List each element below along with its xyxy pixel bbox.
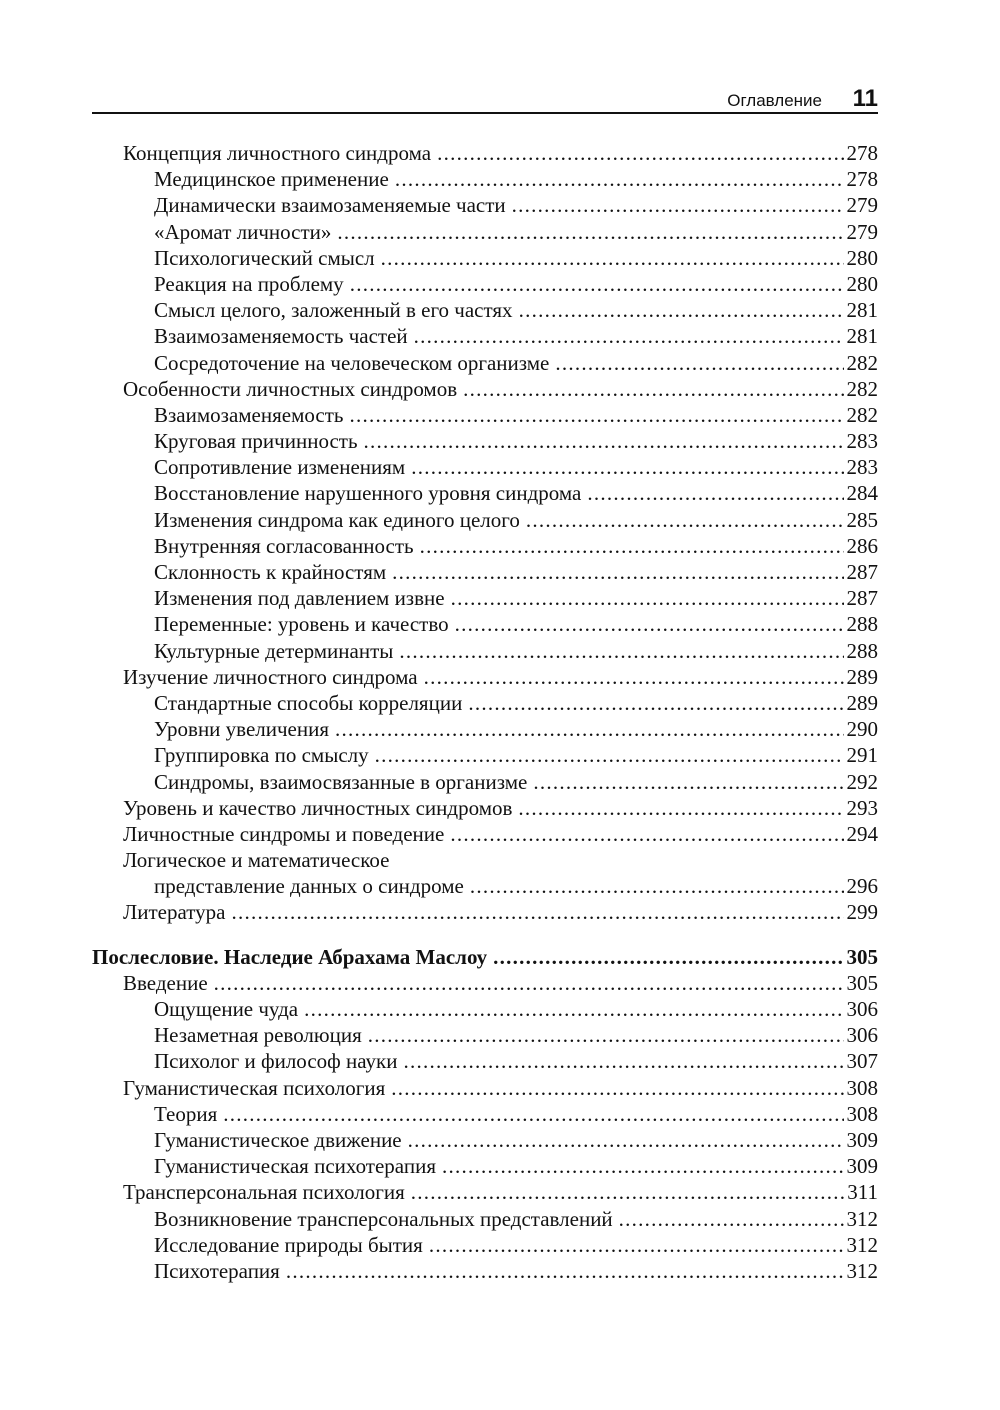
toc-leader-dots: [429, 1232, 844, 1258]
toc-entry-page: 308: [846, 1075, 878, 1100]
toc-entry[interactable]: [92, 166, 878, 192]
toc-entry-title: Психолог и философ науки: [154, 1049, 398, 1074]
toc-entry-page: 281: [846, 324, 878, 349]
toc-leader-dots: [304, 996, 843, 1022]
toc-entry-page: 286: [846, 533, 878, 558]
toc-entry[interactable]: [92, 140, 878, 166]
toc-entry-title: Динамически взаимозаменяемые части: [154, 193, 506, 218]
toc-leader-dots: [408, 1127, 844, 1153]
toc-leader-dots: [587, 480, 843, 506]
toc-entry-title: Литература: [123, 900, 226, 925]
toc-entry[interactable]: [92, 1179, 878, 1205]
toc-entry-page: 287: [846, 560, 878, 584]
toc-entry-title: Психотерапия: [154, 1258, 280, 1283]
toc-entry-page: 285: [846, 507, 878, 532]
toc-entry-page: 306: [846, 1023, 878, 1048]
toc-entry-page: 309: [846, 1154, 878, 1179]
toc-entry-page: 289: [846, 690, 878, 715]
section-gap: [92, 926, 878, 944]
toc-entry-title: Введение: [123, 970, 208, 995]
toc-entry-page: 306: [846, 997, 878, 1021]
toc-entry-page: 282: [846, 350, 878, 375]
toc-entry-page: 280: [846, 271, 878, 296]
toc-entry-title: Уровни увеличения: [154, 717, 330, 742]
toc-entry[interactable]: [92, 1022, 878, 1048]
toc-leader-dots: [214, 970, 844, 996]
toc-entry-title: Сосредоточение на человеческом организме: [154, 350, 550, 375]
toc-entry[interactable]: [92, 716, 878, 742]
toc-entry-page: 282: [846, 376, 878, 401]
toc-entry-page: 312: [846, 1206, 878, 1231]
toc-entry[interactable]: [92, 1127, 878, 1153]
toc-entry-title: Взаимозаменяемость: [154, 402, 344, 427]
toc-entry-title: Гуманистическое движение: [154, 1127, 402, 1152]
toc-entry-title: Гуманистическая психотерапия: [154, 1154, 436, 1179]
toc-entry[interactable]: [92, 795, 878, 821]
toc-entry[interactable]: [92, 742, 878, 768]
toc-entry-page: 305: [846, 970, 878, 995]
toc-entry[interactable]: [92, 690, 878, 716]
toc-entry-title: Возникновение трансперсональных представлений: [154, 1206, 613, 1231]
toc-entry-title: Ощущение чуда: [154, 997, 299, 1021]
toc-entry-title: Незаметная революция: [154, 1023, 362, 1048]
toc-entry-afterword[interactable]: [92, 944, 878, 970]
toc-entry-page: 293: [846, 795, 878, 820]
toc-entry-title: Послесловие. Наследие Абрахама Маслоу: [92, 944, 488, 969]
toc-leader-dots: [470, 873, 844, 899]
toc-leader-dots: [223, 1101, 843, 1127]
toc-entry-page: 287: [846, 586, 878, 611]
toc-entry[interactable]: [92, 192, 878, 218]
toc-leader-dots: [391, 1075, 843, 1101]
header-title: Оглавление: [727, 91, 822, 110]
toc-entry-page: 290: [846, 717, 878, 742]
toc-entry[interactable]: [92, 664, 878, 690]
toc-entry-title: Круговая причинность: [154, 429, 358, 454]
toc-entry-title: Трансперсональная психология: [123, 1180, 405, 1205]
toc-leader-dots: [533, 769, 843, 795]
toc-leader-dots: [403, 1048, 843, 1074]
toc-entry-page: 299: [846, 900, 878, 925]
toc-entry[interactable]: [92, 454, 878, 480]
toc-leader-dots: [381, 245, 844, 271]
toc-entry-page: 307: [846, 1049, 878, 1074]
toc-leader-dots: [411, 1179, 844, 1205]
toc-leader-dots: [555, 350, 843, 376]
toc-entry-title: Синдромы, взаимосвязанные в организме: [154, 769, 528, 794]
toc-leader-dots: [451, 585, 844, 611]
toc-entry-title: Смысл целого, заложенный в его частях: [154, 298, 513, 323]
toc-entry-page: 292: [846, 769, 878, 794]
toc-leader-dots: [455, 611, 844, 637]
toc-entry-page: 308: [846, 1101, 878, 1126]
toc-leader-dots: [420, 533, 844, 559]
toc-entry-page: 296: [846, 874, 878, 899]
toc-entry[interactable]: [92, 1101, 878, 1127]
toc-entry-title: Взаимозаменяемость частей: [154, 324, 408, 349]
toc-leader-dots: [335, 716, 843, 742]
toc-leader-dots: [375, 742, 844, 768]
toc-entry[interactable]: [92, 219, 878, 245]
toc-entry[interactable]: [92, 611, 878, 637]
toc-entry-page: 278: [846, 167, 878, 192]
toc-leader-dots: [395, 166, 844, 192]
toc-leader-dots: [350, 271, 844, 297]
toc-leader-dots: [519, 297, 844, 323]
toc-entry[interactable]: [92, 271, 878, 297]
toc-entry[interactable]: [92, 323, 878, 349]
toc-entry-page: 281: [846, 298, 878, 323]
toc-entry-title: Восстановление нарушенного уровня синдрома: [154, 481, 582, 506]
toc-entry-title: Изменения синдрома как единого целого: [154, 507, 520, 532]
toc-leader-dots: [437, 140, 843, 166]
toc-entry-title: Особенности личностных синдромов: [123, 376, 458, 401]
toc-leader-dots: [619, 1206, 844, 1232]
toc-entry-page: 312: [846, 1258, 878, 1283]
toc-entry[interactable]: [92, 245, 878, 271]
toc-entry[interactable]: [92, 428, 878, 454]
running-header: [92, 85, 878, 114]
toc-leader-dots: [392, 559, 843, 585]
toc-entry-title: Уровень и качество личностных синдромов: [123, 795, 513, 820]
table-of-contents: [92, 140, 878, 1284]
toc-entry-title: Медицинское применение: [154, 167, 389, 192]
toc-entry[interactable]: [92, 769, 878, 795]
toc-entry[interactable]: [92, 1258, 878, 1284]
toc-entry-page: 294: [846, 821, 878, 846]
toc-entry-title: Группировка по смыслу: [154, 743, 369, 768]
toc-entry[interactable]: [92, 533, 878, 559]
toc-entry-page: 278: [846, 141, 878, 165]
toc-group-syndromes: [92, 140, 878, 847]
toc-entry-split-line1[interactable]: [92, 847, 878, 873]
toc-leader-dots: [349, 402, 843, 428]
toc-leader-dots: [231, 899, 843, 925]
toc-entry-title: Исследование природы бытия: [154, 1232, 423, 1257]
toc-entry[interactable]: [92, 1048, 878, 1074]
toc-entry[interactable]: [92, 402, 878, 428]
toc-leader-dots: [286, 1258, 844, 1284]
toc-leader-dots: [512, 192, 844, 218]
toc-leader-dots: [399, 638, 843, 664]
toc-leader-dots: [442, 1153, 844, 1179]
toc-entry-title: Психологический смысл: [154, 245, 375, 270]
toc-leader-dots: [424, 664, 844, 690]
toc-entry-title: Изменения под давлением извне: [154, 586, 445, 611]
toc-entry-title: Теория: [154, 1101, 218, 1126]
toc-entry-title: Гуманистическая психология: [123, 1075, 386, 1100]
toc-entry-title: Культурные детерминанты: [154, 638, 394, 663]
toc-entry-page: 312: [846, 1232, 878, 1257]
toc-entry-page: 288: [846, 612, 878, 637]
toc-entry[interactable]: [92, 638, 878, 664]
toc-leader-dots: [468, 690, 843, 716]
toc-entry-split-line2[interactable]: [92, 873, 878, 899]
toc-entry-page: 311: [847, 1180, 878, 1205]
toc-entry[interactable]: [92, 1075, 878, 1101]
toc-leader-dots: [526, 507, 844, 533]
toc-entry[interactable]: [92, 559, 878, 585]
toc-entry-title: Личностные синдромы и поведение: [123, 821, 445, 846]
toc-leader-dots: [493, 944, 843, 970]
toc-entry[interactable]: [92, 1153, 878, 1179]
toc-entry-title: Изучение личностного синдрома: [123, 664, 418, 689]
toc-leader-dots: [337, 219, 843, 245]
toc-entry-title: представление данных о синдроме: [154, 874, 464, 899]
toc-entry-page: 309: [846, 1127, 878, 1152]
toc-entry-page: 280: [846, 245, 878, 270]
toc-leader-dots: [368, 1022, 844, 1048]
toc-entry[interactable]: [92, 297, 878, 323]
toc-leader-dots: [414, 323, 844, 349]
toc-entry-page: 279: [846, 219, 878, 244]
toc-entry[interactable]: [92, 350, 878, 376]
toc-entry-title: Сопротивление изменениям: [154, 455, 406, 480]
toc-entry-page: 305: [846, 944, 878, 969]
toc-entry-page: 289: [846, 664, 878, 689]
toc-entry[interactable]: [92, 376, 878, 402]
toc-leader-dots: [518, 795, 843, 821]
toc-entry-literature[interactable]: [92, 899, 878, 925]
toc-entry[interactable]: [92, 507, 878, 533]
toc-leader-dots: [364, 428, 844, 454]
toc-entry[interactable]: [92, 996, 878, 1022]
toc-entry[interactable]: [92, 585, 878, 611]
toc-entry-title: Склонность к крайностям: [154, 560, 387, 584]
toc-leader-dots: [463, 376, 843, 402]
header-page-number: 11: [852, 85, 878, 112]
toc-entry[interactable]: [92, 1206, 878, 1232]
toc-entry-page: 283: [846, 455, 878, 480]
toc-entry-title: «Аромат личности»: [154, 219, 332, 244]
toc-leader-dots: [450, 821, 843, 847]
toc-entry[interactable]: [92, 480, 878, 506]
toc-entry[interactable]: [92, 821, 878, 847]
toc-entry-title: Концепция личностного синдрома: [123, 141, 432, 165]
toc-entry-page: 288: [846, 638, 878, 663]
toc-entry-title: Логическое и математическое: [123, 848, 390, 873]
toc-entry-title: Реакция на проблему: [154, 271, 344, 296]
toc-leader-dots: [411, 454, 843, 480]
toc-entry-title: Внутренняя согласованность: [154, 533, 414, 558]
toc-entry-page: 279: [846, 193, 878, 218]
toc-entry[interactable]: [92, 1232, 878, 1258]
toc-entry-page: 291: [846, 743, 878, 768]
toc-entry-page: 283: [846, 429, 878, 454]
toc-group-afterword: [92, 970, 878, 1284]
toc-entry-title: Переменные: уровень и качество: [154, 612, 449, 637]
toc-entry[interactable]: [92, 970, 878, 996]
toc-entry-title: Стандартные способы корреляции: [154, 690, 463, 715]
toc-entry-page: 284: [846, 481, 878, 506]
toc-entry-page: 282: [846, 402, 878, 427]
